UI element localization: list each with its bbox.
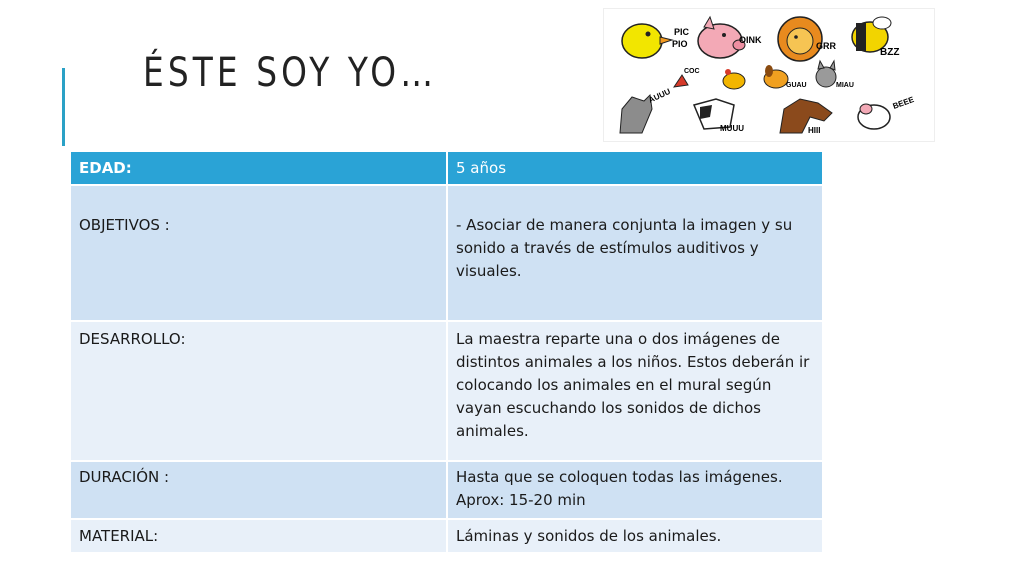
text-line: colocando los animales en el mural según xyxy=(456,376,772,394)
sound-grr: GRR xyxy=(816,41,836,51)
animal-sounds-clipart xyxy=(603,8,935,142)
row-value-duracion xyxy=(447,461,823,519)
title-accent-bar xyxy=(62,68,65,146)
sound-bzz: BZZ xyxy=(880,47,900,58)
row-label-desarrollo: DESARROLLO: xyxy=(70,321,447,461)
sound-miau: MIAU xyxy=(836,82,854,89)
animal-sounds-icon xyxy=(604,9,934,141)
row-label-duracion: DURACIÓN : xyxy=(70,461,447,519)
table-row xyxy=(70,461,823,519)
hen-icon xyxy=(723,69,745,89)
table-header-row xyxy=(70,151,823,185)
cow-icon xyxy=(694,99,744,133)
sheep-icon xyxy=(858,95,916,129)
wolf-icon xyxy=(620,87,672,133)
text-line: visuales. xyxy=(456,262,522,280)
sound-beee: BEEE xyxy=(891,94,916,111)
activity-table xyxy=(69,150,824,554)
text-line: La maestra reparte una o dos imágenes de xyxy=(456,330,780,348)
row-label-objetivos: OBJETIVOS : xyxy=(70,185,447,321)
sound-guau: GUAU xyxy=(786,82,807,89)
text-line: Hasta que se coloquen todas las imágenes. xyxy=(456,468,783,486)
bee-icon xyxy=(852,17,899,58)
horse-icon xyxy=(780,99,832,135)
header-label-edad: EDAD: xyxy=(70,151,447,185)
row-value-material xyxy=(447,519,823,553)
dog-icon xyxy=(764,65,807,89)
sound-pio: PIO xyxy=(672,39,688,49)
text-line: animales. xyxy=(456,422,529,440)
row-value-desarrollo xyxy=(447,321,823,461)
chick-icon xyxy=(622,24,690,58)
table-row xyxy=(70,519,823,553)
text-line: distintos animales a los niños. Estos deberán ir xyxy=(456,353,810,371)
text-line: sonido a través de estímulos auditivos y xyxy=(456,239,759,257)
sound-hiii: HIII xyxy=(808,126,821,135)
text-line: Aprox: 15-20 min xyxy=(456,491,586,509)
lion-icon xyxy=(778,17,837,61)
row-value-objetivos xyxy=(447,185,823,321)
slide-title: ÉSTE SOY YO… xyxy=(143,50,438,96)
cat-icon xyxy=(816,61,854,89)
sound-muuu: MUUU xyxy=(720,124,744,133)
sound-pic: PIC xyxy=(674,27,690,37)
table-row xyxy=(70,185,823,321)
text-line: - Asociar de manera conjunta la imagen y su xyxy=(456,216,793,234)
header-value-edad: 5 años xyxy=(447,151,823,185)
rooster-icon xyxy=(674,68,700,87)
sound-oink: OINK xyxy=(739,35,762,45)
pig-icon xyxy=(698,17,762,58)
text-line: vayan escuchando los sonidos de dichos xyxy=(456,399,761,417)
text-line: Láminas y sonidos de los animales. xyxy=(456,527,722,545)
row-label-material: MATERIAL: xyxy=(70,519,447,553)
sound-coc: COC xyxy=(684,68,700,75)
sound-auuu: AUUU xyxy=(647,86,672,105)
table-row xyxy=(70,321,823,461)
